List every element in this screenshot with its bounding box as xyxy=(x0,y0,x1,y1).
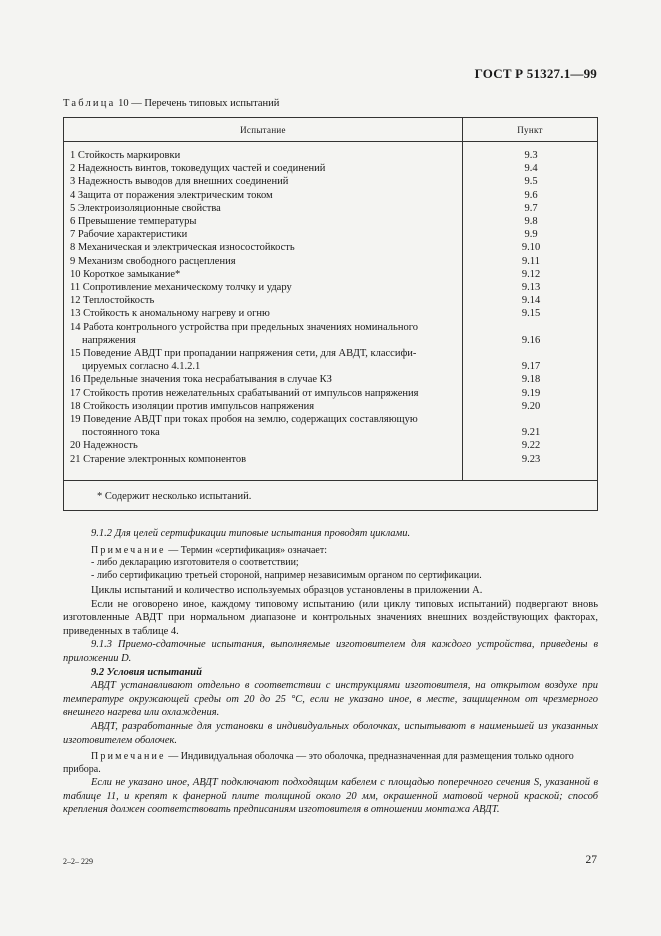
clause-ref: 9.5 xyxy=(524,176,538,188)
table-caption-title: 10 — Перечень типовых испытаний xyxy=(115,98,280,109)
table-row xyxy=(64,255,599,268)
paragraph: АВДТ устанавливают отдельно в соответствии с инструкциями изготовителя, на открытом воздухе при температуре окружающей среды от 20 до 25 °С, если не указано иное, в месте, защищенном от чрезмерного внешнего нагрева или охлаждения. xyxy=(63,680,598,719)
test-name-line: 18 Стойкость изоляции против импульсов напряжения xyxy=(70,400,315,412)
paragraph: Если не оговорено иное, каждому типовому испытанию (или циклу типовых испытаний) подвергают вновь изготовленные АВДТ при нормальном диапазоне и контрольных значениях внешних воздействующих факторах, приведенных в таблице 4. xyxy=(63,598,598,637)
note-text: — Термин «сертификация» означает: xyxy=(165,544,328,556)
test-name-line: 21 Старение электронных компонентов xyxy=(70,453,247,465)
table-row xyxy=(64,162,599,175)
test-name-continuation: напряжения xyxy=(82,334,136,346)
table-footnote: * Содержит несколько испытаний. xyxy=(97,491,252,502)
clause-ref: 9.10 xyxy=(521,242,541,254)
table-row xyxy=(64,413,599,439)
test-name xyxy=(64,175,455,188)
table-row xyxy=(64,321,599,347)
test-name-line: 16 Предельные значения тока несрабатывания в случае КЗ xyxy=(70,374,332,386)
table-row xyxy=(64,294,599,307)
test-name xyxy=(64,162,455,175)
test-name xyxy=(64,373,455,386)
test-name-line: 2 Надежность винтов, токоведущих частей и соединений xyxy=(70,163,326,175)
clause-ref: 9.12 xyxy=(521,268,541,280)
test-name-line: 9 Механизм свободного расцепления xyxy=(70,255,236,267)
test-name xyxy=(64,413,455,439)
column-header-test: Испытание xyxy=(240,125,286,135)
table-row xyxy=(64,453,599,466)
clause-ref: 9.4 xyxy=(524,163,538,175)
test-name-line: 15 Поведение АВДТ при пропадании напряжения сети, для АВДТ, классифи- xyxy=(70,348,417,360)
clause-ref: 9.15 xyxy=(521,308,541,320)
note-certification xyxy=(63,545,598,558)
table-row xyxy=(64,400,599,413)
test-name-line: 6 Превышение температуры xyxy=(70,216,197,228)
clause-ref: 9.20 xyxy=(521,400,541,412)
page-number: 27 xyxy=(585,854,597,866)
footnote-divider xyxy=(64,480,597,481)
header-divider xyxy=(64,141,597,142)
table-row xyxy=(64,241,599,254)
test-name xyxy=(64,439,455,452)
test-name-line: 14 Работа контрольного устройства при предельных значениях номинального xyxy=(70,321,418,333)
test-name-continuation: цируемых согласно 4.1.2.1 xyxy=(82,361,201,373)
note-text: — Индивидуальная оболочка — это оболочка, предназначенная для размещения только одного прибора. xyxy=(63,751,574,775)
note-line: - либо декларацию изготовителя о соответствии; xyxy=(91,557,299,569)
table-caption xyxy=(63,98,279,109)
clause-ref: 9.9 xyxy=(524,229,538,241)
test-name xyxy=(64,281,455,294)
table-row xyxy=(64,439,599,452)
test-name-line: 17 Стойкость против нежелательных срабатываний от импульсов напряжения xyxy=(70,387,419,399)
test-name-line: 5 Электроизоляционные свойства xyxy=(70,202,221,214)
test-name-line: 20 Надежность xyxy=(70,440,138,452)
test-name xyxy=(64,307,455,320)
paragraph: АВДТ, разработанные для установки в индивидуальных оболочках, испытывают в наименьшей из указанных изготовителем оболочек. xyxy=(63,721,598,746)
table-row xyxy=(64,215,599,228)
clause-ref: 9.17 xyxy=(521,361,541,373)
clause-ref: 9.14 xyxy=(521,295,541,307)
test-name-continuation: постоянного тока xyxy=(82,427,160,439)
note-label: Примечание xyxy=(91,544,166,556)
test-name-line: 4 Защита от поражения электрическим током xyxy=(70,189,273,201)
test-name-line: 8 Механическая и электрическая износостойкость xyxy=(70,242,295,254)
test-name xyxy=(64,268,455,281)
note-enclosure xyxy=(63,751,598,776)
clause-ref: 9.22 xyxy=(521,440,541,452)
table-row xyxy=(64,307,599,320)
test-name-line: 7 Рабочие характеристики xyxy=(70,229,188,241)
test-name xyxy=(64,453,455,466)
test-name-line: 12 Теплостойкость xyxy=(70,295,155,307)
test-name xyxy=(64,387,455,400)
table-row xyxy=(64,281,599,294)
column-header-clause: Пункт xyxy=(517,125,543,135)
clause-ref: 9.6 xyxy=(524,189,538,201)
section-heading-9-2: 9.2 Условия испытаний xyxy=(91,666,202,678)
clause-ref: 9.19 xyxy=(521,387,541,399)
test-name-line: 3 Надежность выводов для внешних соединений xyxy=(70,176,289,188)
test-name xyxy=(64,321,455,347)
paragraph: Если не указано иное, АВДТ подключают подходящим кабелем с площадью поперечного сечения S, указанной в таблице 11, и крепят к фанерной плите толщиной около 20 мм, окрашенной матовой черной краской; способ крепления должен соответствовать предписаниям изготовителя в отношении монтажа АВДТ. xyxy=(63,777,598,816)
clause-ref: 9.7 xyxy=(524,202,538,214)
note-line: - либо сертификацию третьей стороной, например независимым органом по сертификации. xyxy=(91,569,482,581)
clause-ref: 9.8 xyxy=(524,216,538,228)
print-code: 2–2– 229 xyxy=(63,857,93,866)
test-name xyxy=(64,347,455,373)
table-row xyxy=(64,175,599,188)
clause-ref: 9.13 xyxy=(521,282,541,294)
test-name xyxy=(64,202,455,215)
test-name-line: 1 Стойкость маркировки xyxy=(70,150,181,161)
paragraph: Циклы испытаний и количество используемых образцов установлены в приложении А. xyxy=(91,585,483,597)
note-label: Примечание xyxy=(91,751,166,763)
table-row xyxy=(64,347,599,373)
test-name xyxy=(64,215,455,228)
clause-ref: 9.21 xyxy=(521,427,541,439)
test-name-line: 19 Поведение АВДТ при токах пробоя на землю, содержащих составляющую xyxy=(70,414,418,426)
clause-ref: 9.18 xyxy=(521,374,541,386)
test-name-line: 13 Стойкость к аномальному нагреву и огню xyxy=(70,308,270,320)
test-name xyxy=(64,294,455,307)
clause-ref: 9.23 xyxy=(521,453,541,465)
test-name-line: 11 Сопротивление механическому толчку и удару xyxy=(70,282,292,294)
table-row xyxy=(64,202,599,215)
table-row xyxy=(64,268,599,281)
table-row xyxy=(64,373,599,386)
table-rows xyxy=(64,149,599,466)
table-row xyxy=(64,387,599,400)
test-name xyxy=(64,255,455,268)
test-name-line: 10 Короткое замыкание* xyxy=(70,268,181,280)
body-text xyxy=(63,527,598,817)
table-row xyxy=(64,189,599,202)
test-name xyxy=(64,228,455,241)
standard-designation: ГОСТ Р 51327.1—99 xyxy=(474,66,597,81)
tests-table xyxy=(63,117,598,511)
clause-ref: 9.3 xyxy=(524,150,538,161)
table-row xyxy=(64,149,599,162)
clause-ref: 9.11 xyxy=(522,255,540,267)
clause-ref: 9.16 xyxy=(521,334,541,346)
table-row xyxy=(64,228,599,241)
test-name xyxy=(64,149,455,162)
test-name xyxy=(64,189,455,202)
clause-9-1-3: 9.1.3 Приемо-сдаточные испытания, выполняемые изготовителем для каждого устройства, приведены в приложении D. xyxy=(63,639,598,665)
table-caption-label: Таблица xyxy=(63,98,116,109)
clause-9-1-2: 9.1.2 Для целей сертификации типовые испытания проводят циклами. xyxy=(91,528,411,539)
test-name xyxy=(64,241,455,254)
test-name xyxy=(64,400,455,413)
